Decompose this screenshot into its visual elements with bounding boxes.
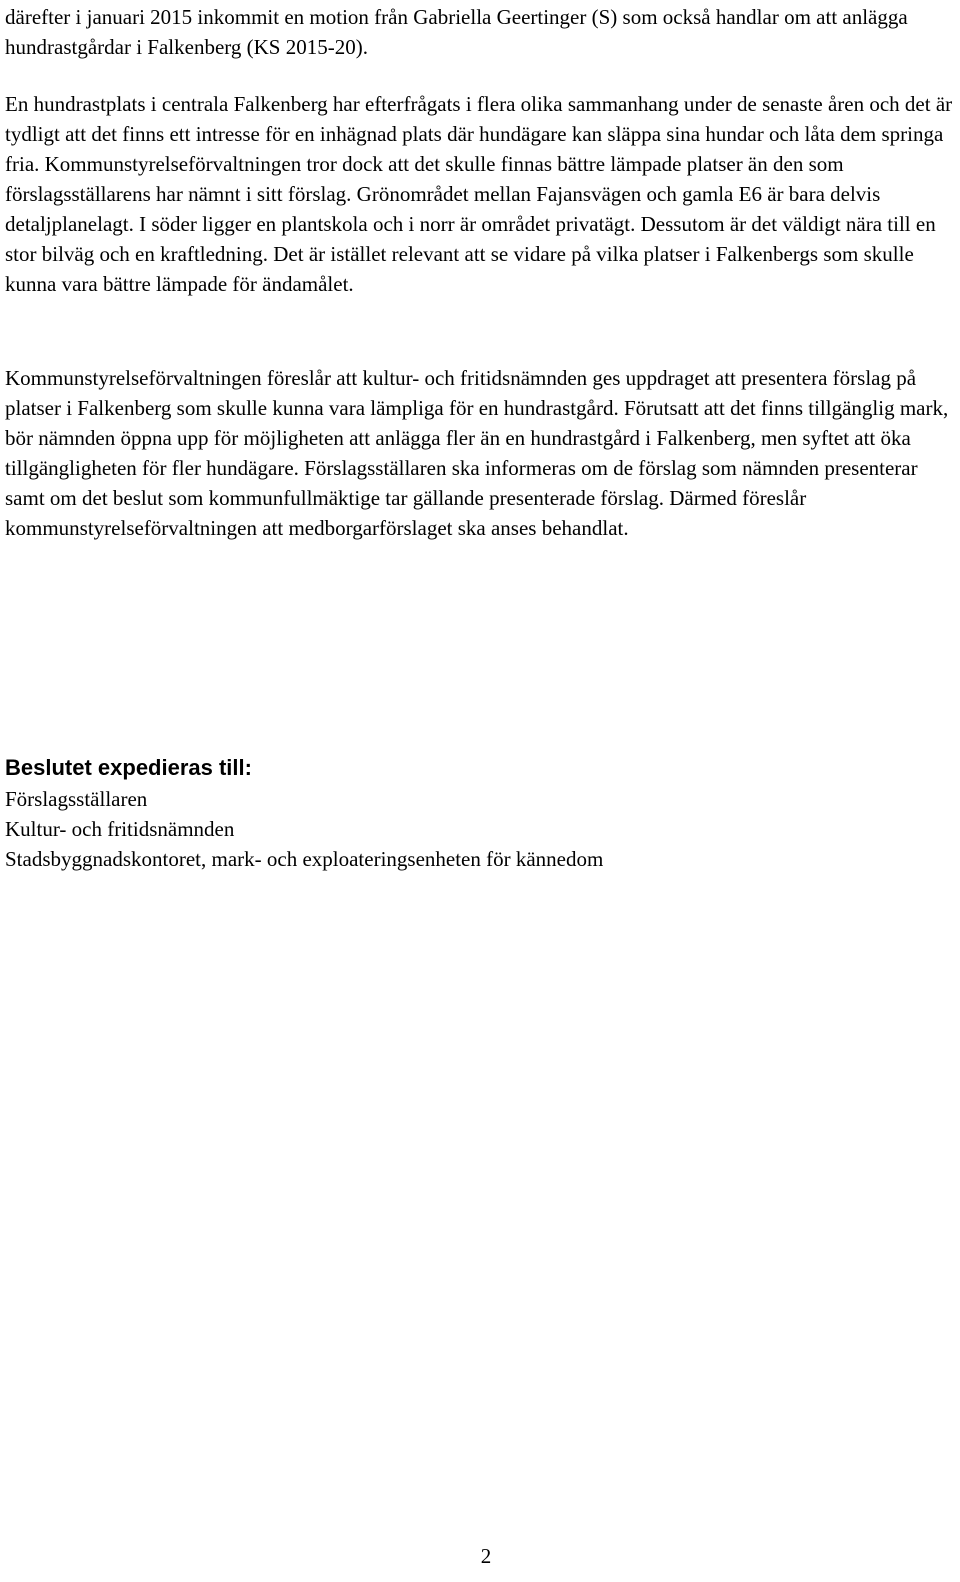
distribution-heading: Beslutet expedieras till:: [5, 755, 252, 780]
paragraph-motion-reference: därefter i januari 2015 inkommit en motion från Gabriella Geertinger (S) som också handlar om att anlägga hundrastgårdar i Falkenberg (KS 2015-20).: [5, 5, 908, 59]
page-number: 2: [480, 1544, 492, 1568]
recipient-item: Kultur- och fritidsnämnden: [5, 817, 235, 841]
recipient-item: Förslagsställaren: [5, 787, 148, 811]
paragraph-assessment: En hundrastplats i centrala Falkenberg har efterfrågats i flera olika sammanhang under de senaste åren och det är tydligt att det finns ett intresse för en inhägnad plats där hundägare kan släppa sina hundar och låta dem springa fria. Kommunstyrelseförvaltningen tror dock att det skulle finnas bättre lämpade platser än den som förslagsställarens har nämnt i sitt förslag. Grönområdet mellan Fajansvägen och gamla E6 är bara delvis detaljplanelagt. I söder ligger en plantskola och i norr är området privatägt. Dessutom är det väldigt nära till en stor bilväg och en kraftledning. Det är istället relevant att se vidare på vilka platser i Falkenbergs som skulle kunna vara bättre lämpade för ändamålet.: [5, 92, 953, 296]
recipient-item: Stadsbyggnadskontoret, mark- och exploateringsenheten för kännedom: [5, 847, 604, 871]
paragraph-proposal: Kommunstyrelseförvaltningen föreslår att kultur- och fritidsnämnden ges uppdraget att presentera förslag på platser i Falkenberg som skulle kunna vara lämpliga för en hundrastgård. Förutsatt att det finns tillgänglig mark, bör nämnden öppna upp för möjligheten att anlägga fler än en hundrastgård i Falkenberg, men syftet att öka tillgängligheten för fler hundägare. Förslagsställaren ska informeras om de förslag som nämnden presenterar samt om det beslut som kommunfullmäktige tar gällande presenterade förslag. Därmed föreslår kommunstyrelseförvaltningen att medborgarförslaget ska anses behandlat.: [5, 366, 949, 540]
recipient-list: [5, 784, 953, 874]
document-page: [5, 0, 953, 1582]
